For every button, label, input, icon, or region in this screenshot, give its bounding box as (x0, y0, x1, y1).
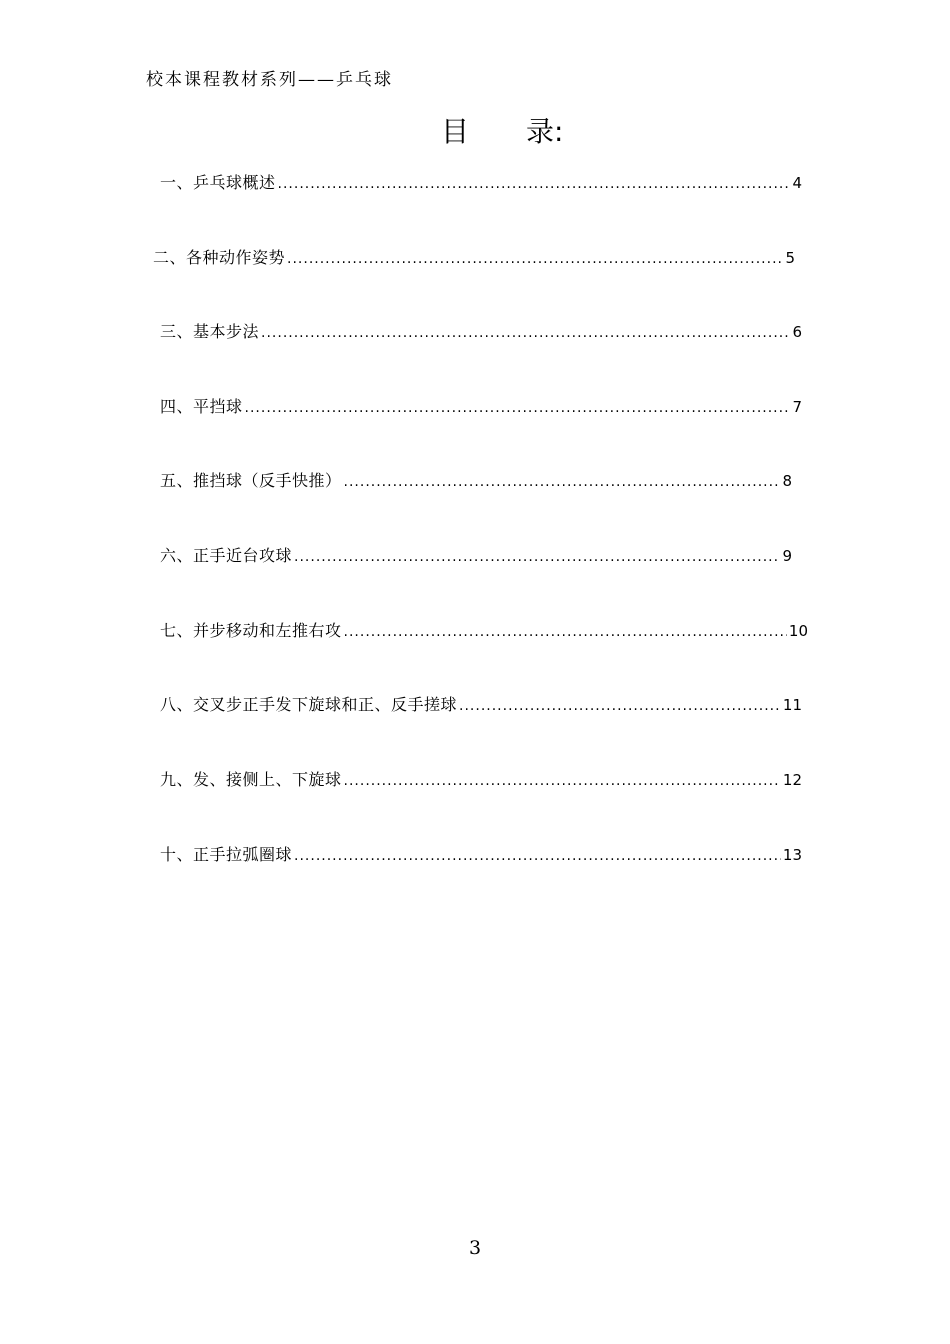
toc-title-char-2: 录: (526, 115, 564, 148)
toc-leader-dots (344, 769, 781, 793)
toc-entry-9[interactable] (160, 768, 802, 792)
toc-entry-page: 13 (782, 846, 802, 864)
toc-entry-1[interactable] (160, 171, 802, 195)
toc-entry-4[interactable] (160, 395, 802, 419)
toc-leader-dots (344, 620, 787, 644)
toc-entry-page: 4 (792, 174, 802, 192)
toc-entry-7[interactable] (160, 619, 808, 643)
toc-leader-dots (294, 545, 780, 569)
toc-entry-2[interactable] (153, 246, 795, 270)
toc-leader-dots (245, 396, 791, 420)
toc-entry-page: 9 (782, 547, 792, 565)
toc-leader-dots (294, 844, 781, 868)
toc-entry-page: 11 (782, 696, 802, 714)
toc-entry-6[interactable] (160, 544, 792, 568)
toc-entry-label: 八、交叉步正手发下旋球和正、反手搓球 (160, 695, 458, 714)
toc-entry-5[interactable] (160, 469, 792, 493)
toc-entry-label: 九、发、接侧上、下旋球 (160, 770, 342, 789)
toc-entry-label: 四、平挡球 (160, 397, 243, 416)
toc-entry-8[interactable] (160, 693, 802, 717)
running-header: 校本课程教材系列——乒乓球 (146, 70, 393, 90)
toc-entry-page: 12 (782, 771, 802, 789)
toc-entry-label: 一、乒乓球概述 (160, 173, 276, 192)
toc-leader-dots (344, 470, 781, 494)
toc-entry-page: 7 (792, 398, 802, 416)
toc-entry-page: 6 (792, 323, 802, 341)
toc-entry-label: 十、正手拉弧圈球 (160, 845, 293, 864)
page-number: 3 (468, 1237, 482, 1259)
toc-leader-dots (261, 321, 790, 345)
toc-entry-label: 五、推挡球（反手快推） (160, 471, 342, 490)
toc-entry-3[interactable] (160, 320, 802, 344)
toc-entry-label: 二、各种动作姿势 (153, 248, 286, 267)
toc-entry-page: 5 (785, 249, 795, 267)
toc-entry-label: 六、正手近台攻球 (160, 546, 293, 565)
toc-entry-page: 8 (782, 472, 792, 490)
toc-leader-dots (459, 694, 781, 718)
toc-leader-dots (278, 172, 791, 196)
toc-entry-label: 七、并步移动和左推右攻 (160, 621, 342, 640)
toc-entry-page: 10 (788, 622, 808, 640)
toc-title-char-1: 目 (441, 115, 470, 148)
toc-leader-dots (287, 247, 783, 271)
toc-entry-label: 三、基本步法 (160, 322, 260, 341)
toc-entry-10[interactable] (160, 843, 802, 867)
